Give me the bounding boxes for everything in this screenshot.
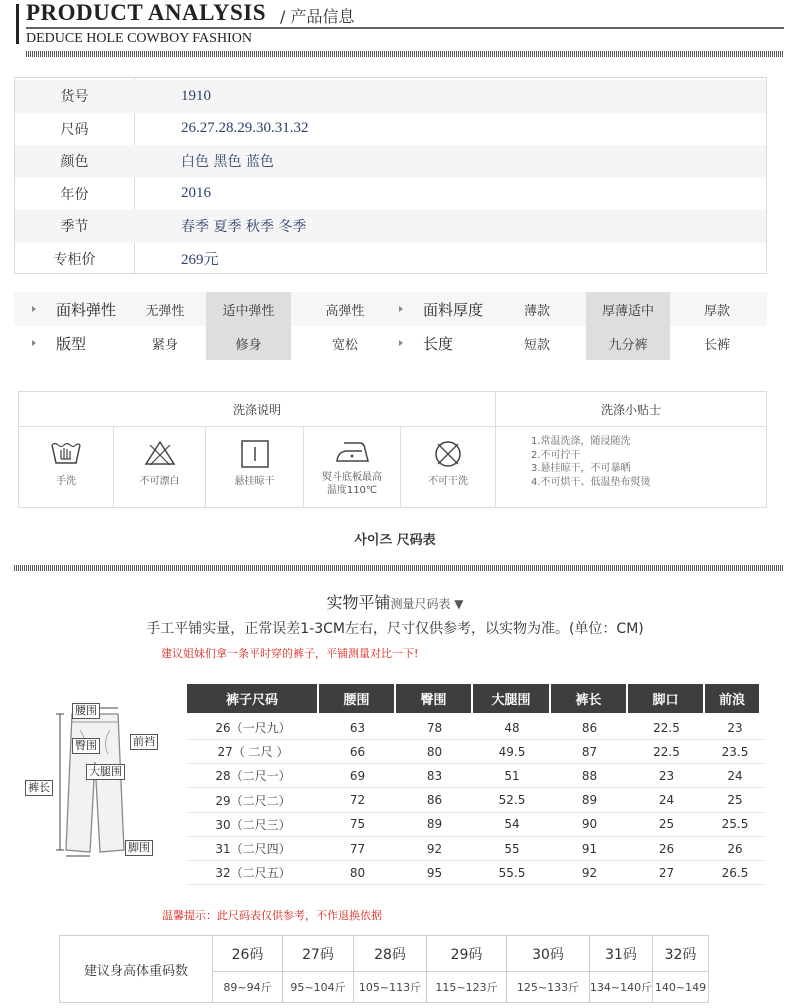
info-label: 货号 (60, 89, 89, 106)
size-table-cell: 72 (319, 789, 396, 813)
size-table-cell: 91 (551, 837, 628, 861)
wash-item-label: 不可漂白 (139, 476, 180, 487)
size-table-cell: 25 (628, 813, 705, 837)
info-row-size (15, 113, 766, 146)
recommend-weight-range: 125~133斤 (516, 981, 580, 994)
recommend-size: 26码 (213, 936, 282, 972)
feature-option: 宽松 (331, 337, 358, 353)
size-table-cell: 48 (473, 716, 551, 740)
header-subtitle: DEDUCE HOLE COWBOY FASHION (26, 31, 252, 46)
wash-item-label: 手洗 (56, 476, 76, 487)
size-table-cell: 30（二尺三） (187, 813, 319, 837)
tag-hip: 臀围 (72, 738, 100, 754)
info-row-year (15, 178, 766, 211)
wash-item-no-bleach (114, 427, 206, 507)
size-title-kr: 사이즈 (354, 533, 393, 548)
wash-tips-heading: 洗涤小贴士 (496, 392, 766, 427)
size-table-cell: 63 (319, 716, 396, 740)
size-table-cell: 78 (396, 716, 473, 740)
size-table-cell: 55.5 (473, 861, 551, 885)
size-table-cell: 26 (628, 837, 705, 861)
header-underline (26, 27, 784, 29)
size-table-cell: 69 (319, 764, 396, 788)
recommend-weight-range: 140~149 (654, 980, 707, 994)
size-table-cell: 24 (705, 764, 765, 788)
size-table-cell: 89 (396, 813, 473, 837)
size-table-cell: 25 (705, 789, 765, 813)
size-table-cell: 92 (396, 837, 473, 861)
size-table-cell: 77 (319, 837, 396, 861)
size-table-cell: 22.5 (628, 740, 705, 764)
size-table-cell: 66 (319, 740, 396, 764)
recommend-weight-range: 115~123斤 (435, 981, 498, 994)
size-table-cell: 52.5 (473, 789, 551, 813)
recommend-column (653, 936, 708, 1002)
feature-option-selected: 九分裤 (586, 326, 670, 360)
info-label: 年份 (60, 186, 89, 203)
header-accent-bar (16, 4, 19, 44)
size-table-cell: 80 (319, 861, 396, 885)
feature-row-fit (14, 326, 767, 360)
size-table-cell: 86 (396, 789, 473, 813)
wash-item-label: 熨斗底板最高 (322, 472, 382, 483)
wash-tip: 1.常温洗涤，随浸随洗 (531, 436, 631, 447)
size-table-header: 大腿围 (473, 684, 551, 713)
wash-item-label: 悬挂晾干 (234, 476, 275, 487)
triangle-icon (399, 306, 403, 312)
recommend-size: 30码 (507, 936, 589, 972)
recommend-size: 29码 (427, 936, 506, 972)
recommend-weight-range: 134~140斤 (589, 981, 653, 994)
size-table-cell: 27 (628, 861, 705, 885)
recommend-size: 31码 (590, 936, 652, 972)
product-info-table (14, 77, 767, 274)
size-table-header: 裤长 (551, 684, 628, 713)
size-table-cell: 23 (628, 764, 705, 788)
size-table-cell: 32（二尺五） (187, 861, 319, 885)
size-table-cell: 26 (705, 837, 765, 861)
size-table-cell: 23 (705, 716, 765, 740)
measure-red-note: 建议姐妹们拿一条平时穿的裤子，平铺测量对比一下! (161, 647, 419, 660)
info-value: 2016 (181, 185, 211, 202)
wash-tip: 3.悬挂晾干，不可暴晒 (531, 463, 631, 474)
feature-head: 面料弹性 (32, 292, 116, 326)
triangle-icon (32, 306, 36, 312)
no-bleach-icon (143, 439, 177, 467)
size-table-cell: 24 (628, 789, 705, 813)
iron-icon (334, 439, 370, 465)
recommend-column (213, 936, 283, 1002)
size-table-header: 裤子尺码 (187, 684, 319, 713)
size-section-title (0, 529, 790, 548)
recommend-column (283, 936, 354, 1002)
size-table-cell: 49.5 (473, 740, 551, 764)
size-table-cell: 83 (396, 764, 473, 788)
info-label: 颜色 (60, 154, 89, 171)
size-table-header: 前浪 (705, 684, 761, 713)
size-table-cell: 54 (473, 813, 551, 837)
triangle-icon (32, 340, 36, 346)
info-value: 春季 夏季 秋季 冬季 (181, 219, 307, 236)
feature-option-selected: 适中弹性 (206, 292, 291, 326)
recommend-column (590, 936, 653, 1002)
feature-head: 版型 (32, 326, 86, 360)
info-label: 尺码 (60, 121, 89, 138)
recommend-weight-range: 105~113斤 (358, 981, 422, 994)
size-table-cell: 92 (551, 861, 628, 885)
feature-head: 长度 (399, 326, 453, 360)
size-divider (14, 565, 784, 571)
feature-option: 高弹性 (325, 303, 365, 319)
size-table-cell: 31（二尺四） (187, 837, 319, 861)
feature-option: 薄款 (523, 303, 550, 319)
size-title-cn: 尺码表 (396, 533, 436, 548)
recommend-table (59, 935, 709, 1003)
recommend-column (427, 936, 507, 1002)
recommend-size: 32码 (653, 936, 708, 972)
feature-head: 面料厚度 (399, 292, 483, 326)
size-table-cell: 51 (473, 764, 551, 788)
wash-tip: 4.不可烘干、低温垫布熨烫 (531, 476, 651, 488)
wash-instructions-heading: 洗涤说明 (19, 392, 496, 427)
hand-wash-icon (49, 439, 83, 467)
recommend-weight-range: 89~94斤 (223, 981, 272, 994)
info-row-season (15, 210, 766, 243)
size-table-cell: 90 (551, 813, 628, 837)
header-divider (26, 51, 784, 57)
info-row-sku (15, 80, 766, 113)
info-label: 季节 (60, 219, 89, 236)
info-value: 1910 (181, 87, 211, 104)
tag-hem: 脚围 (125, 840, 153, 856)
wash-tips-list (531, 435, 651, 489)
no-dry-clean-icon (432, 439, 464, 469)
wash-item-no-dry-clean (401, 427, 496, 507)
recommend-column (354, 936, 427, 1002)
feature-option-selected: 修身 (206, 326, 291, 360)
info-label: 专柜价 (53, 251, 96, 268)
recommend-weight-range: 95~104斤 (290, 981, 346, 994)
size-table-cell: 55 (473, 837, 551, 861)
size-table-cell: 27（ 二尺 ） (187, 740, 319, 764)
size-table-cell: 75 (319, 813, 396, 837)
feature-option-selected: 厚薄适中 (586, 292, 670, 326)
recommend-size: 28码 (354, 936, 426, 972)
recommend-column (507, 936, 590, 1002)
tag-front-rise: 前裆 (130, 734, 158, 750)
size-table-header: 脚口 (628, 684, 705, 713)
size-table-cell: 26（一尺九） (187, 716, 319, 740)
size-table-cell: 26.5 (705, 861, 765, 885)
size-table-cell: 89 (551, 789, 628, 813)
wash-item-iron (304, 427, 401, 507)
tag-length: 裤长 (25, 780, 53, 796)
size-warning: 温馨提示：此尺码表仅供参考，不作退换依据 (162, 909, 382, 922)
recommend-label: 建议身高体重码数 (60, 936, 213, 1002)
wash-item-hang-dry (206, 427, 304, 507)
wash-panel (18, 391, 767, 508)
tag-waist: 腰围 (72, 703, 100, 719)
size-table-header: 腰围 (319, 684, 396, 713)
hang-dry-icon (240, 439, 270, 469)
feature-option: 无弹性 (145, 303, 185, 319)
header-title: PRODUCT ANALYSIS (26, 0, 266, 25)
pants-diagram (20, 700, 170, 865)
wash-item-label-2: 温度110℃ (326, 485, 378, 496)
size-table-cell: 23.5 (705, 740, 765, 764)
triangle-icon (399, 340, 403, 346)
recommend-size: 27码 (283, 936, 353, 972)
size-table-cell: 25.5 (705, 813, 765, 837)
feature-option: 厚款 (703, 303, 730, 319)
measure-note: 手工平铺实量，正常误差1-3CM左右，尺寸仅供参考，以实物为准。(单位：CM) (146, 621, 644, 637)
size-table-cell: 88 (551, 764, 628, 788)
info-value: 269元 (181, 252, 219, 269)
info-value: 白色 黑色 蓝色 (181, 154, 274, 171)
feature-option: 长裤 (703, 337, 730, 353)
wash-item-label: 不可干洗 (428, 476, 468, 487)
feature-option: 短款 (523, 337, 550, 353)
feature-row-elasticity (14, 292, 767, 326)
info-row-color (15, 145, 766, 178)
size-table-header: 臀围 (396, 684, 473, 713)
size-table-cell: 22.5 (628, 716, 705, 740)
size-table-cell: 29（二尺二） (187, 789, 319, 813)
flat-measure-title: 实物平铺测量尺码表 ▼ (326, 593, 464, 612)
wash-item-hand-wash (19, 427, 114, 507)
header-title-cn: / 产品信息 (280, 7, 355, 26)
feature-option: 紧身 (151, 337, 178, 353)
tag-thigh: 大腿围 (86, 764, 125, 780)
size-table-cell: 28（二尺一） (187, 764, 319, 788)
info-row-price (15, 243, 766, 276)
size-table-cell: 86 (551, 716, 628, 740)
size-table-cell: 87 (551, 740, 628, 764)
info-value: 26.27.28.29.30.31.32 (181, 120, 309, 137)
size-table-cell: 80 (396, 740, 473, 764)
size-table-cell: 95 (396, 861, 473, 885)
wash-tip: 2.不可拧干 (531, 449, 581, 461)
